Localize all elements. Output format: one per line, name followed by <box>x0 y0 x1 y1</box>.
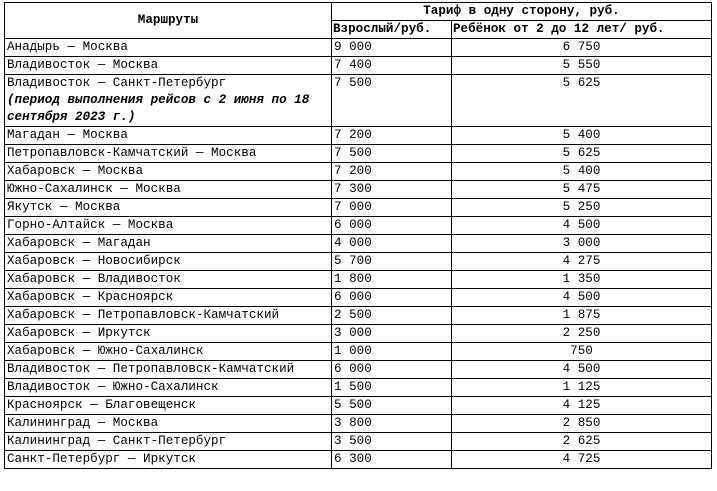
child-fare-cell: 1 125 <box>452 379 712 397</box>
child-fare-cell: 750 <box>452 343 712 361</box>
child-fare-cell: 5 550 <box>452 57 712 75</box>
child-fare-cell: 4 275 <box>452 253 712 271</box>
route-period-note: (период выполнения рейсов с 2 июня по 18 сентября 2023 г.) <box>7 93 310 124</box>
table-row <box>5 325 712 343</box>
route-cell: Хабаровск — Петропавловск-Камчатский <box>5 307 332 325</box>
child-fare-cell: 2 850 <box>452 415 712 433</box>
table-row <box>5 361 712 379</box>
fare-table <box>4 2 712 469</box>
adult-fare-cell: 7 500 <box>332 145 452 163</box>
child-fare-cell: 4 725 <box>452 451 712 469</box>
table-row <box>5 253 712 271</box>
adult-fare-cell: 1 000 <box>332 343 452 361</box>
adult-fare-cell: 7 200 <box>332 163 452 181</box>
child-fare-cell: 5 625 <box>452 145 712 163</box>
child-fare-cell: 5 475 <box>452 181 712 199</box>
child-fare-cell: 5 250 <box>452 199 712 217</box>
child-fare-cell: 5 400 <box>452 163 712 181</box>
child-fare-header: Ребёнок от 2 до 12 лет/ руб. <box>452 21 712 39</box>
child-fare-cell: 2 625 <box>452 433 712 451</box>
route-cell: Хабаровск — Красноярск <box>5 289 332 307</box>
adult-fare-cell: 3 500 <box>332 433 452 451</box>
child-fare-cell: 4 500 <box>452 217 712 235</box>
child-fare-cell: 1 875 <box>452 307 712 325</box>
adult-fare-cell: 1 800 <box>332 271 452 289</box>
child-fare-cell: 4 500 <box>452 361 712 379</box>
route-cell: Калининград — Санкт-Петербург <box>5 433 332 451</box>
child-fare-cell: 4 125 <box>452 397 712 415</box>
child-fare-cell: 2 250 <box>452 325 712 343</box>
adult-fare-cell: 1 500 <box>332 379 452 397</box>
route-cell: Красноярск — Благовещенск <box>5 397 332 415</box>
table-row <box>5 343 712 361</box>
table-row <box>5 217 712 235</box>
route-cell: Хабаровск — Новосибирск <box>5 253 332 271</box>
route-cell: Владивосток — Петропавловск-Камчатский <box>5 361 332 379</box>
route-name: Владивосток — Санкт-Петербург <box>7 76 227 90</box>
adult-fare-header: Взрослый/руб. <box>332 21 452 39</box>
adult-fare-cell: 2 500 <box>332 307 452 325</box>
route-cell: Владивосток — Южно-Сахалинск <box>5 379 332 397</box>
adult-fare-cell: 4 000 <box>332 235 452 253</box>
route-cell: Горно-Алтайск — Москва <box>5 217 332 235</box>
table-row <box>5 181 712 199</box>
route-cell: Хабаровск — Москва <box>5 163 332 181</box>
table-row <box>5 415 712 433</box>
route-cell <box>5 75 332 127</box>
table-row <box>5 127 712 145</box>
adult-fare-cell: 6 000 <box>332 217 452 235</box>
route-cell: Хабаровск — Владивосток <box>5 271 332 289</box>
route-cell: Санкт-Петербург — Иркутск <box>5 451 332 469</box>
adult-fare-cell: 7 200 <box>332 127 452 145</box>
adult-fare-cell: 7 500 <box>332 75 452 127</box>
table-row <box>5 433 712 451</box>
route-cell: Хабаровск — Магадан <box>5 235 332 253</box>
route-cell: Владивосток — Москва <box>5 57 332 75</box>
child-fare-cell: 5 625 <box>452 75 712 127</box>
fare-group-header: Тариф в одну сторону, руб. <box>332 3 712 21</box>
adult-fare-cell: 5 500 <box>332 397 452 415</box>
adult-fare-cell: 7 400 <box>332 57 452 75</box>
adult-fare-cell: 6 000 <box>332 361 452 379</box>
table-row <box>5 57 712 75</box>
child-fare-cell: 3 000 <box>452 235 712 253</box>
table-row <box>5 307 712 325</box>
route-cell: Анадырь — Москва <box>5 39 332 57</box>
child-fare-cell: 6 750 <box>452 39 712 57</box>
route-cell: Калининград — Москва <box>5 415 332 433</box>
table-row <box>5 235 712 253</box>
child-fare-cell: 5 400 <box>452 127 712 145</box>
adult-fare-cell: 7 000 <box>332 199 452 217</box>
adult-fare-cell: 9 000 <box>332 39 452 57</box>
table-row <box>5 199 712 217</box>
table-row <box>5 289 712 307</box>
route-cell: Хабаровск — Иркутск <box>5 325 332 343</box>
adult-fare-cell: 7 300 <box>332 181 452 199</box>
child-fare-cell: 4 500 <box>452 289 712 307</box>
table-row <box>5 39 712 57</box>
route-cell: Южно-Сахалинск — Москва <box>5 181 332 199</box>
adult-fare-cell: 6 300 <box>332 451 452 469</box>
route-cell: Хабаровск — Южно-Сахалинск <box>5 343 332 361</box>
route-cell: Якутск — Москва <box>5 199 332 217</box>
routes-header: Маршруты <box>5 3 332 39</box>
table-row <box>5 75 712 127</box>
adult-fare-cell: 5 700 <box>332 253 452 271</box>
table-row <box>5 271 712 289</box>
adult-fare-cell: 6 000 <box>332 289 452 307</box>
child-fare-cell: 1 350 <box>452 271 712 289</box>
adult-fare-cell: 3 000 <box>332 325 452 343</box>
route-cell: Магадан — Москва <box>5 127 332 145</box>
table-row <box>5 397 712 415</box>
route-cell: Петропавловск-Камчатский — Москва <box>5 145 332 163</box>
adult-fare-cell: 3 800 <box>332 415 452 433</box>
table-row <box>5 379 712 397</box>
table-row <box>5 451 712 469</box>
table-row <box>5 145 712 163</box>
table-row <box>5 163 712 181</box>
